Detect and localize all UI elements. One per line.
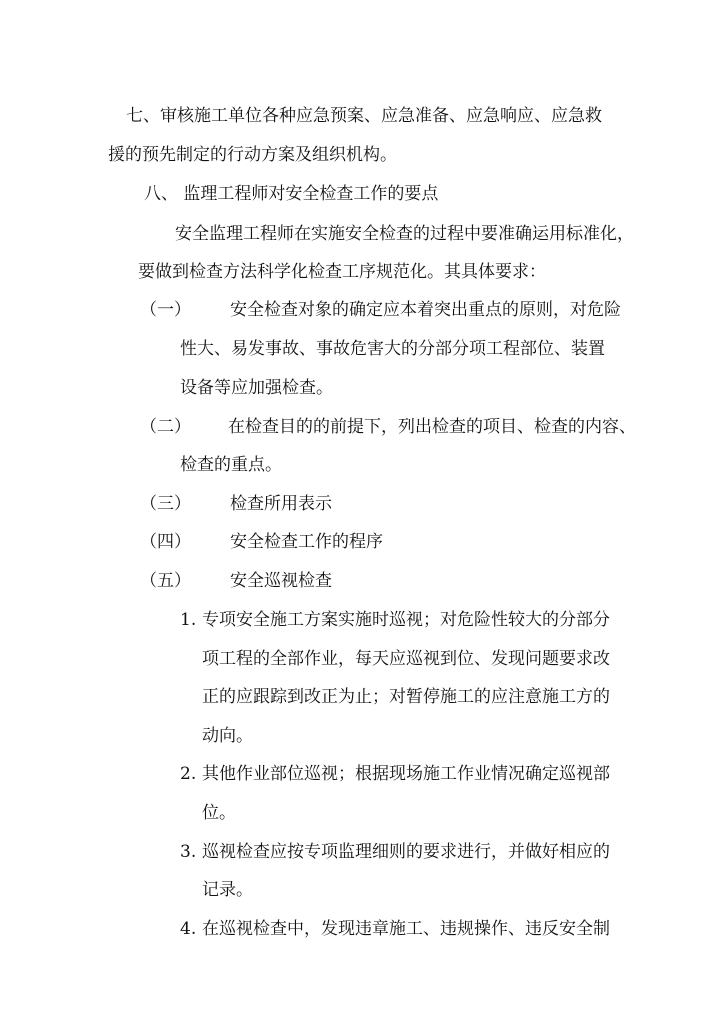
- requirement-3-label: （三）: [140, 494, 191, 514]
- patrol-item-2-number: 2.: [180, 764, 197, 784]
- requirement-2-text: 在检查目的的前提下，列出检查的项目、检查的内容、: [228, 417, 636, 437]
- requirement-5-line1: [140, 571, 332, 591]
- requirement-1-text: 安全检查对象的确定应本着突出重点的原则，对危险: [230, 300, 621, 320]
- requirement-2-line2: 检查的重点。: [180, 455, 282, 475]
- requirement-3-text: 检查所用表示: [230, 494, 332, 514]
- patrol-item-1-text: 专项安全施工方案实施时巡视；对危险性较大的分部分: [202, 610, 610, 630]
- requirement-1-line3: 设备等应加强检查。: [180, 378, 333, 398]
- requirement-4-line1: [140, 532, 383, 552]
- patrol-item-3-line1: [180, 842, 610, 862]
- requirement-1-line2: 性大、易发事故、事故危害大的分部分项工程部位、装置: [180, 339, 605, 359]
- patrol-item-1-number: 1.: [180, 610, 197, 630]
- patrol-item-3-line2: 记录。: [202, 880, 253, 900]
- requirement-4-text: 安全检查工作的程序: [230, 532, 383, 552]
- patrol-item-1-line3: 正的应跟踪到改正为止；对暂停施工的应注意施工方的: [202, 687, 610, 707]
- requirement-5-text: 安全巡视检查: [230, 571, 332, 591]
- patrol-item-1-line1: [180, 610, 610, 630]
- patrol-item-2-text: 其他作业部位巡视；根据现场施工作业情况确定巡视部: [202, 764, 610, 784]
- patrol-item-4-number: 4.: [180, 919, 197, 939]
- requirement-4-label: （四）: [140, 532, 191, 552]
- patrol-item-3-text: 巡视检查应按专项监理细则的要求进行，并做好相应的: [202, 842, 610, 862]
- patrol-item-2-line2: 位。: [202, 803, 236, 823]
- item7-line1: 七、审核施工单位各种应急预案、应急准备、应急响应、应急救: [126, 106, 602, 126]
- patrol-item-2-line1: [180, 764, 610, 784]
- section8-intro-line1: 安全监理工程师在实施安全检查的过程中要准确运用标准化，: [175, 224, 634, 244]
- section8-intro-line2: 要做到检查方法科学化检查工序规范化。其具体要求：: [138, 262, 546, 282]
- patrol-item-1-line2: 项工程的全部作业，每天应巡视到位、发现问题要求改: [202, 649, 610, 669]
- patrol-item-3-number: 3.: [180, 842, 197, 862]
- patrol-item-4-line1: [180, 919, 610, 939]
- patrol-item-1-line4: 动向。: [202, 726, 253, 746]
- patrol-item-4-text: 在巡视检查中，发现违章施工、违规操作、违反安全制: [202, 919, 610, 939]
- requirement-2-label: （二）: [140, 417, 191, 437]
- section8-title: 八、 监理工程师对安全检查工作的要点: [144, 184, 439, 204]
- requirement-1-line1: [140, 300, 621, 320]
- requirement-3-line1: [140, 494, 332, 514]
- requirement-5-label: （五）: [140, 571, 191, 591]
- item7-line2: 援的预先制定的行动方案及组织机构。: [108, 145, 397, 165]
- requirement-2-line1: [140, 417, 636, 437]
- requirement-1-label: （一）: [140, 300, 191, 320]
